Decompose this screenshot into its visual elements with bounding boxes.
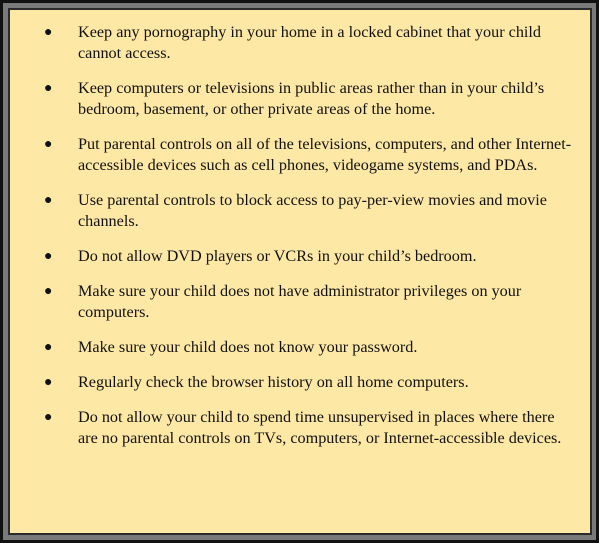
tip-text: Keep any pornography in your home in a locked cabinet that your child cannot access. [78,23,542,62]
tip-item [10,337,590,358]
tip-text: Put parental controls on all of the televisions, computers, and other Internet-accessible devices such as cell phones, videogame systems, and PDAs. [78,135,572,174]
tip-item [10,190,590,232]
tip-text: Make sure your child does not know your password. [78,338,418,356]
tip-item [10,372,590,393]
tip-item [10,407,590,449]
bullet-icon: ● [44,410,53,425]
tip-text: Regularly check the browser history on all home computers. [78,373,469,391]
bullet-icon: ● [44,340,53,355]
bullet-icon: ● [44,137,53,152]
tip-text: Do not allow DVD players or VCRs in your child’s bedroom. [78,247,477,265]
tips-list [10,22,590,463]
tip-item [10,246,590,267]
bullet-icon: ● [44,375,53,390]
tip-item [10,22,590,64]
bullet-icon: ● [44,193,53,208]
tip-item [10,134,590,176]
tip-text: Use parental controls to block access to pay-per-view movies and movie channels. [78,191,547,230]
bullet-icon: ● [44,284,53,299]
tip-text: Make sure your child does not have administrator privileges on your computers. [78,282,522,321]
bullet-icon: ● [44,81,53,96]
bullet-icon: ● [44,25,53,40]
tips-panel [8,8,592,535]
tip-text: Keep computers or televisions in public areas rather than in your child’s bedroom, basement, or other private areas of the home. [78,79,545,118]
tip-item [10,78,590,120]
tip-text: Do not allow your child to spend time unsupervised in places where there are no parental controls on TVs, computers, or Internet-accessible devices. [78,408,562,447]
bullet-icon: ● [44,249,53,264]
tip-item [10,281,590,323]
